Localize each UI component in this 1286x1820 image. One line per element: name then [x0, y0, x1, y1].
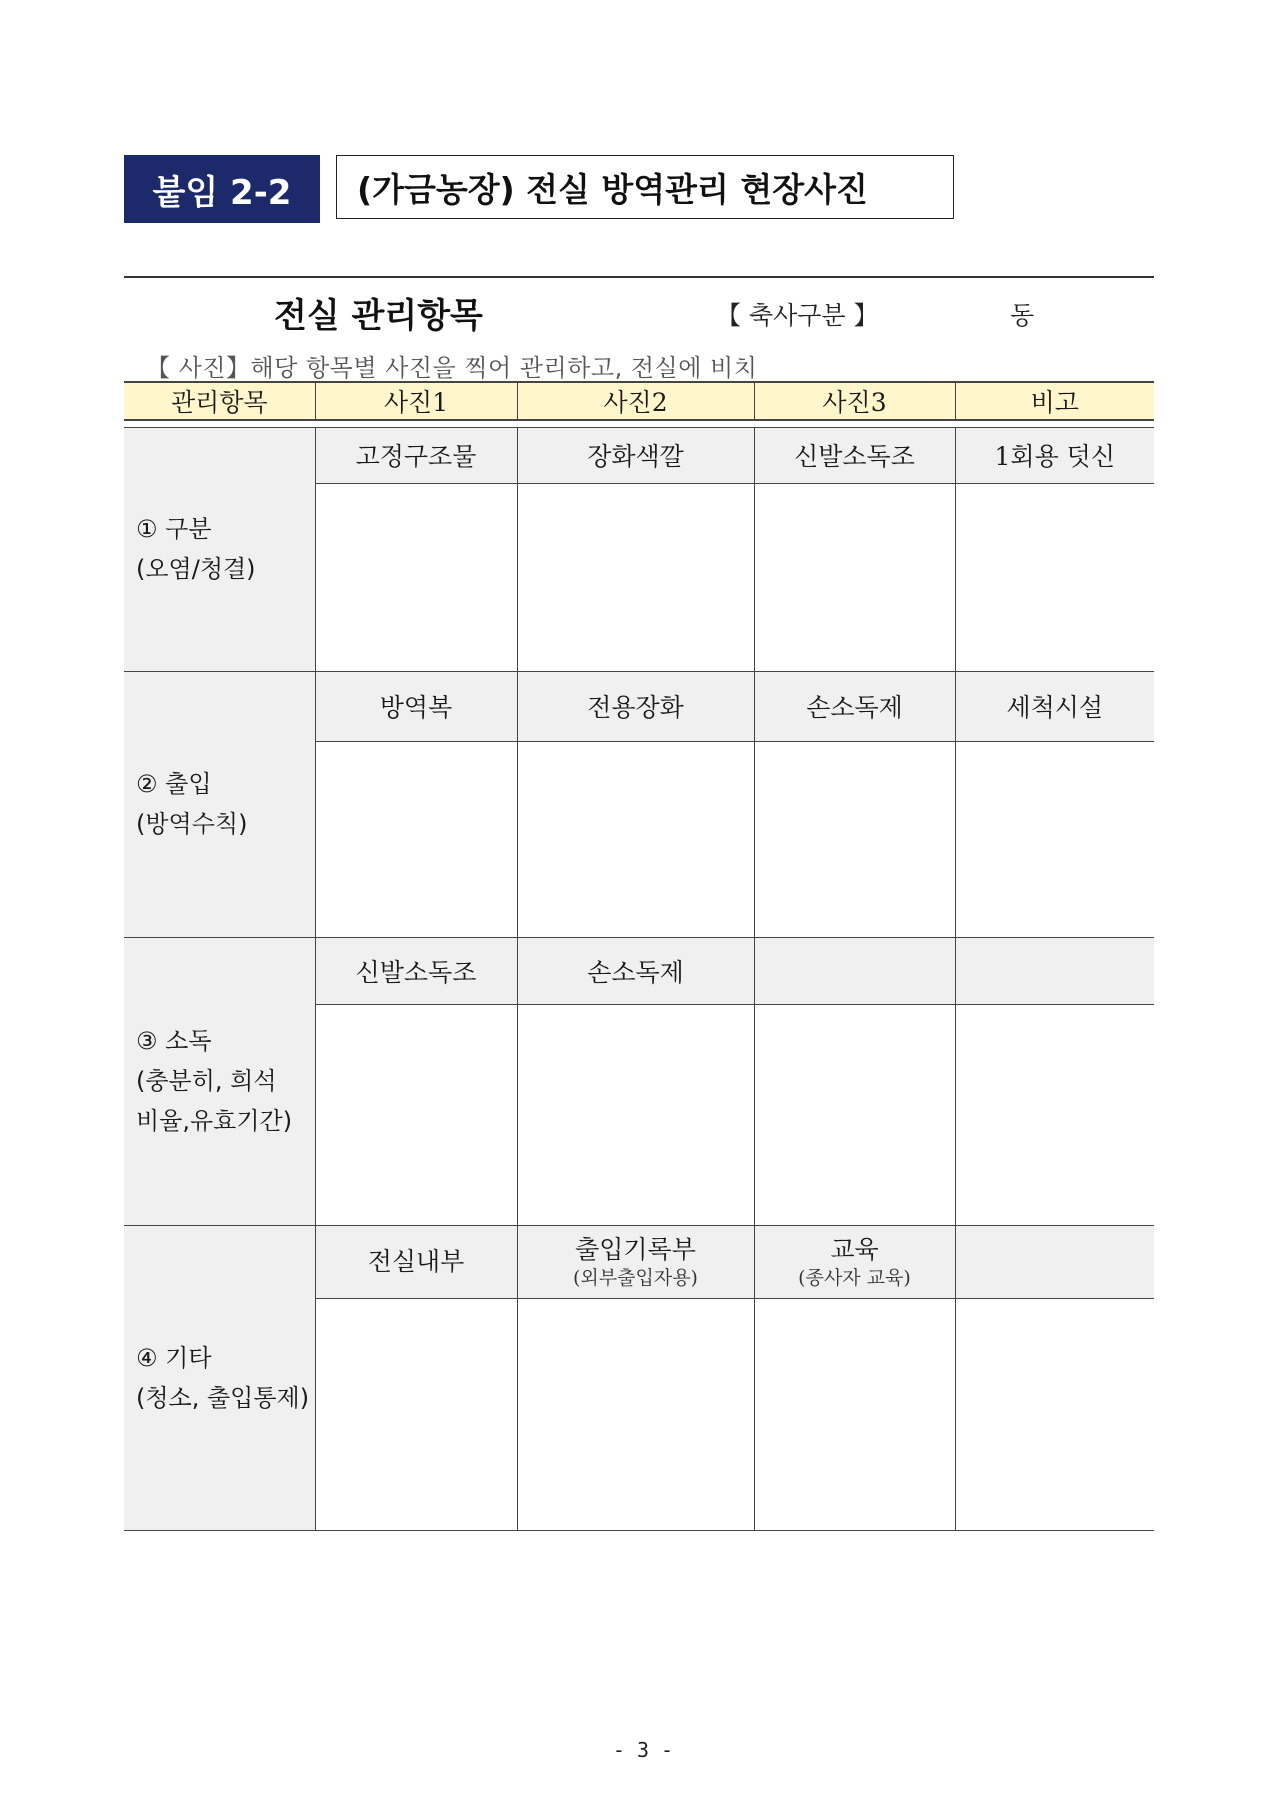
- item-cell: [124, 937, 315, 1225]
- item-cell: [124, 1225, 315, 1530]
- section-title: 전실 관리항목: [274, 296, 483, 336]
- photo-subject-label: 전실내부: [367, 1246, 465, 1276]
- photo-subject: [955, 937, 1154, 1004]
- photo-slot: [754, 741, 955, 937]
- photo-slot: [315, 483, 517, 671]
- item-label: ③ 소독: [136, 1027, 212, 1055]
- photo-slot: [754, 1004, 955, 1225]
- photo-slot: [517, 741, 754, 937]
- photo-subject: 신발소독조: [315, 937, 517, 1004]
- photo-subject: 신발소독조: [754, 427, 955, 483]
- management-photo-table: [124, 381, 1154, 1531]
- photo-slot: [955, 1004, 1154, 1225]
- photo-subject: 손소독제: [754, 671, 955, 741]
- column-header: 비고: [955, 382, 1154, 420]
- item-label: ① 구분: [136, 515, 212, 543]
- barn-category-label: 【 축사구분 】: [716, 301, 879, 330]
- item-detail: (방역수칙): [136, 810, 248, 838]
- table-header-row: [124, 382, 1154, 420]
- photo-slot: [517, 483, 754, 671]
- header-spacer: [124, 420, 1154, 427]
- item-label: ④ 기타: [136, 1343, 212, 1372]
- column-header: 사진1: [315, 382, 517, 420]
- photo-subject: [315, 1225, 517, 1298]
- photo-subject-note: (종사자 교육): [798, 1266, 911, 1289]
- photo-subject: 손소독제: [517, 937, 754, 1004]
- photo-slot: [955, 1298, 1154, 1530]
- photo-slot: [754, 483, 955, 671]
- photo-slot: [517, 1004, 754, 1225]
- item-detail: (충분히, 희석: [136, 1067, 277, 1095]
- photo-slot: [315, 1298, 517, 1530]
- photo-slot: [315, 1004, 517, 1225]
- photo-subject: 1회용 덧신: [955, 427, 1154, 483]
- photo-subject-label: 교육: [830, 1234, 879, 1264]
- table-row: [124, 1225, 1154, 1298]
- document-title: (가금농장) 전실 방역관리 현장사진: [336, 155, 954, 219]
- photo-subject: 고정구조물: [315, 427, 517, 483]
- table-row: [124, 427, 1154, 483]
- page-number: - 3 -: [612, 1738, 674, 1762]
- item-detail: (청소, 출입통제): [136, 1383, 310, 1412]
- spacer-cell: [124, 420, 1154, 427]
- column-header: 관리항목: [124, 382, 315, 420]
- photo-instruction-note: 【 사진】해당 항목별 사진을 찍어 관리하고, 전실에 비치: [146, 354, 758, 382]
- photo-subject: [517, 1225, 754, 1298]
- photo-slot: [315, 741, 517, 937]
- photo-subject: 방역복: [315, 671, 517, 741]
- photo-subject: 장화색깔: [517, 427, 754, 483]
- table-row: [124, 937, 1154, 1004]
- item-detail: (오염/청결): [136, 555, 256, 583]
- photo-subject: 전용장화: [517, 671, 754, 741]
- item-detail: 비율,유효기간): [136, 1107, 293, 1135]
- attachment-badge: 붙임 2-2: [124, 155, 320, 223]
- photo-subject-label: 출입기록부: [575, 1234, 696, 1264]
- photo-slot: [517, 1298, 754, 1530]
- column-header: 사진2: [517, 382, 754, 420]
- photo-slot: [955, 483, 1154, 671]
- top-rule: [124, 276, 1154, 278]
- photo-slot: [955, 741, 1154, 937]
- photo-subject: 세척시설: [955, 671, 1154, 741]
- item-cell: [124, 427, 315, 671]
- item-label: ② 출입: [136, 770, 212, 798]
- barn-unit: 동: [1010, 301, 1035, 330]
- photo-subject: [754, 937, 955, 1004]
- table-row: [124, 671, 1154, 741]
- photo-subject-note: (외부출입자용): [573, 1266, 698, 1289]
- column-header: 사진3: [754, 382, 955, 420]
- photo-subject: [955, 1225, 1154, 1298]
- photo-subject: [754, 1225, 955, 1298]
- item-cell: [124, 671, 315, 937]
- photo-slot: [754, 1298, 955, 1530]
